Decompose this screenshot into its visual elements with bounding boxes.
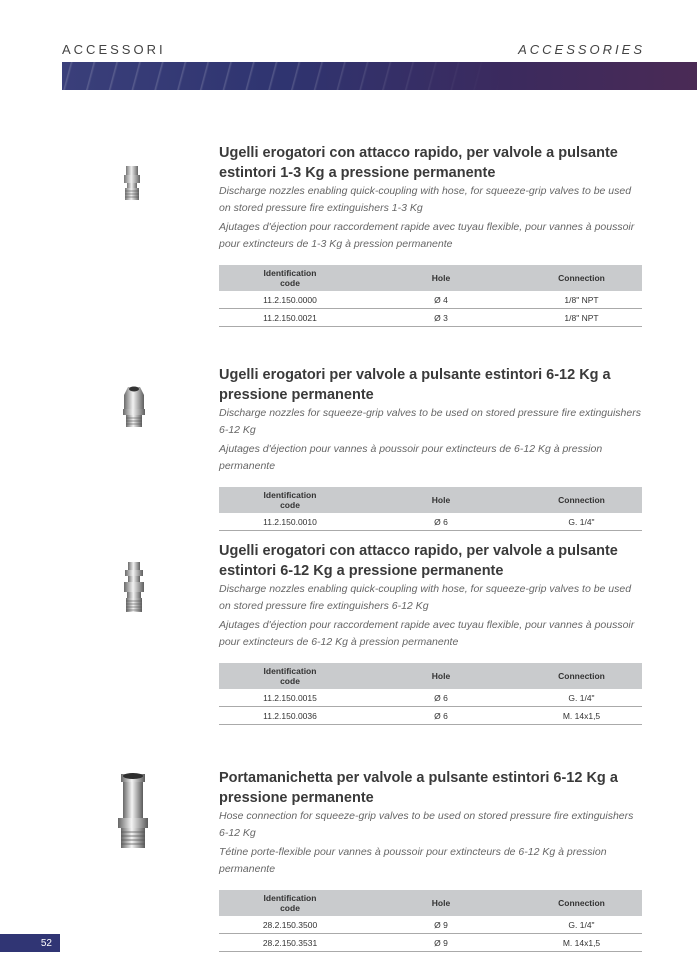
header-code: Identification code — [219, 663, 361, 689]
product-section-4 — [219, 768, 642, 952]
cell-hole: Ø 3 — [361, 309, 521, 327]
cell-hole: Ø 9 — [361, 916, 521, 934]
nozzle-small-image — [118, 166, 146, 204]
cell-connection: G. 1/4" — [521, 513, 642, 531]
header-band — [62, 62, 697, 90]
header-left-title: ACCESSORI — [62, 42, 166, 57]
header-connection: Connection — [521, 265, 642, 291]
spec-table — [219, 265, 642, 327]
cell-code: 11.2.150.0010 — [219, 513, 361, 531]
cell-connection: G. 1/4" — [521, 689, 642, 707]
cell-hole: Ø 4 — [361, 291, 521, 309]
cell-connection: 1/8" NPT — [521, 309, 642, 327]
description-en: Discharge nozzles enabling quick-coupling with hose, for squeeze-grip valves to be used on stored pressure fire extinguishers 6-12 Kg — [219, 583, 632, 612]
cell-hole: Ø 6 — [361, 513, 521, 531]
cell-code: 28.2.150.3500 — [219, 916, 361, 934]
product-section-1 — [219, 143, 642, 327]
spec-table — [219, 487, 642, 531]
cell-hole: Ø 6 — [361, 707, 521, 725]
cell-code: 11.2.150.0036 — [219, 707, 361, 725]
table-row — [219, 916, 642, 934]
header-code: Identification code — [219, 265, 361, 291]
product-section-3 — [219, 541, 642, 725]
table-row — [219, 689, 642, 707]
cell-code: 11.2.150.0000 — [219, 291, 361, 309]
cell-connection: M. 14x1,5 — [521, 707, 642, 725]
header-code: Identification code — [219, 890, 361, 916]
header-hole: Hole — [361, 890, 521, 916]
cell-connection: G. 1/4" — [521, 916, 642, 934]
header-code: Identification code — [219, 487, 361, 513]
hose-connection-image — [112, 772, 154, 850]
table-row — [219, 513, 642, 531]
description-en: Discharge nozzles enabling quick-coupling with hose, for squeeze-grip valves to be used on stored pressure fire extinguishers 1-3 Kg — [219, 185, 632, 214]
cell-connection: 1/8" NPT — [521, 291, 642, 309]
product-title: Ugelli erogatori per valvole a pulsante estintori 6-12 Kg a pressione permanente — [219, 367, 611, 403]
table-row — [219, 707, 642, 725]
header-connection: Connection — [521, 487, 642, 513]
header-hole: Hole — [361, 487, 521, 513]
cell-code: 11.2.150.0021 — [219, 309, 361, 327]
table-row — [219, 291, 642, 309]
header-connection: Connection — [521, 890, 642, 916]
cell-hole: Ø 6 — [361, 689, 521, 707]
header-hole: Hole — [361, 663, 521, 689]
product-section-2 — [219, 365, 642, 531]
table-row — [219, 934, 642, 952]
description-en: Discharge nozzles for squeeze-grip valves to be used on stored pressure fire extinguishers 6-12 Kg — [219, 407, 641, 436]
table-row — [219, 309, 642, 327]
description-fr: Tétine porte-flexible pour vannes à poussoir pour extincteurs de 6-12 Kg à pression permanente — [219, 846, 607, 875]
description-en: Hose connection for squeeze-grip valves to be used on stored pressure fire extinguishers 6-12 Kg — [219, 810, 634, 839]
header-right-title: ACCESSORIES — [518, 42, 645, 57]
product-title: Ugelli erogatori con attacco rapido, per valvole a pulsante estintori 1-3 Kg a pressione permanente — [219, 145, 618, 181]
page-number: 52 — [0, 934, 60, 952]
product-title: Portamanichetta per valvole a pulsante estintori 6-12 Kg a pressione permanente — [219, 770, 618, 806]
description-fr: Ajutages d'éjection pour raccordement rapide avec tuyau flexible, pour vannes à poussoir pour extincteurs de 1-3 Kg à pression permanente — [219, 221, 635, 250]
cell-code: 11.2.150.0015 — [219, 689, 361, 707]
header-hole: Hole — [361, 265, 521, 291]
spec-table — [219, 890, 642, 952]
spec-table — [219, 663, 642, 725]
header-connection: Connection — [521, 663, 642, 689]
cell-code: 28.2.150.3531 — [219, 934, 361, 952]
product-title: Ugelli erogatori con attacco rapido, per valvole a pulsante estintori 6-12 Kg a pressione permanente — [219, 543, 618, 579]
nozzle-image — [118, 385, 150, 429]
cell-hole: Ø 9 — [361, 934, 521, 952]
description-fr: Ajutages d'éjection pour raccordement rapide avec tuyau flexible, pour vannes à poussoir pour extincteurs de 6-12 Kg à pression permanente — [219, 619, 635, 648]
cell-connection: M. 14x1,5 — [521, 934, 642, 952]
description-fr: Ajutages d'éjection pour vannes à poussoir pour extincteurs de 6-12 Kg à pression permanente — [219, 443, 603, 472]
quick-coupling-nozzle-image — [118, 562, 150, 614]
